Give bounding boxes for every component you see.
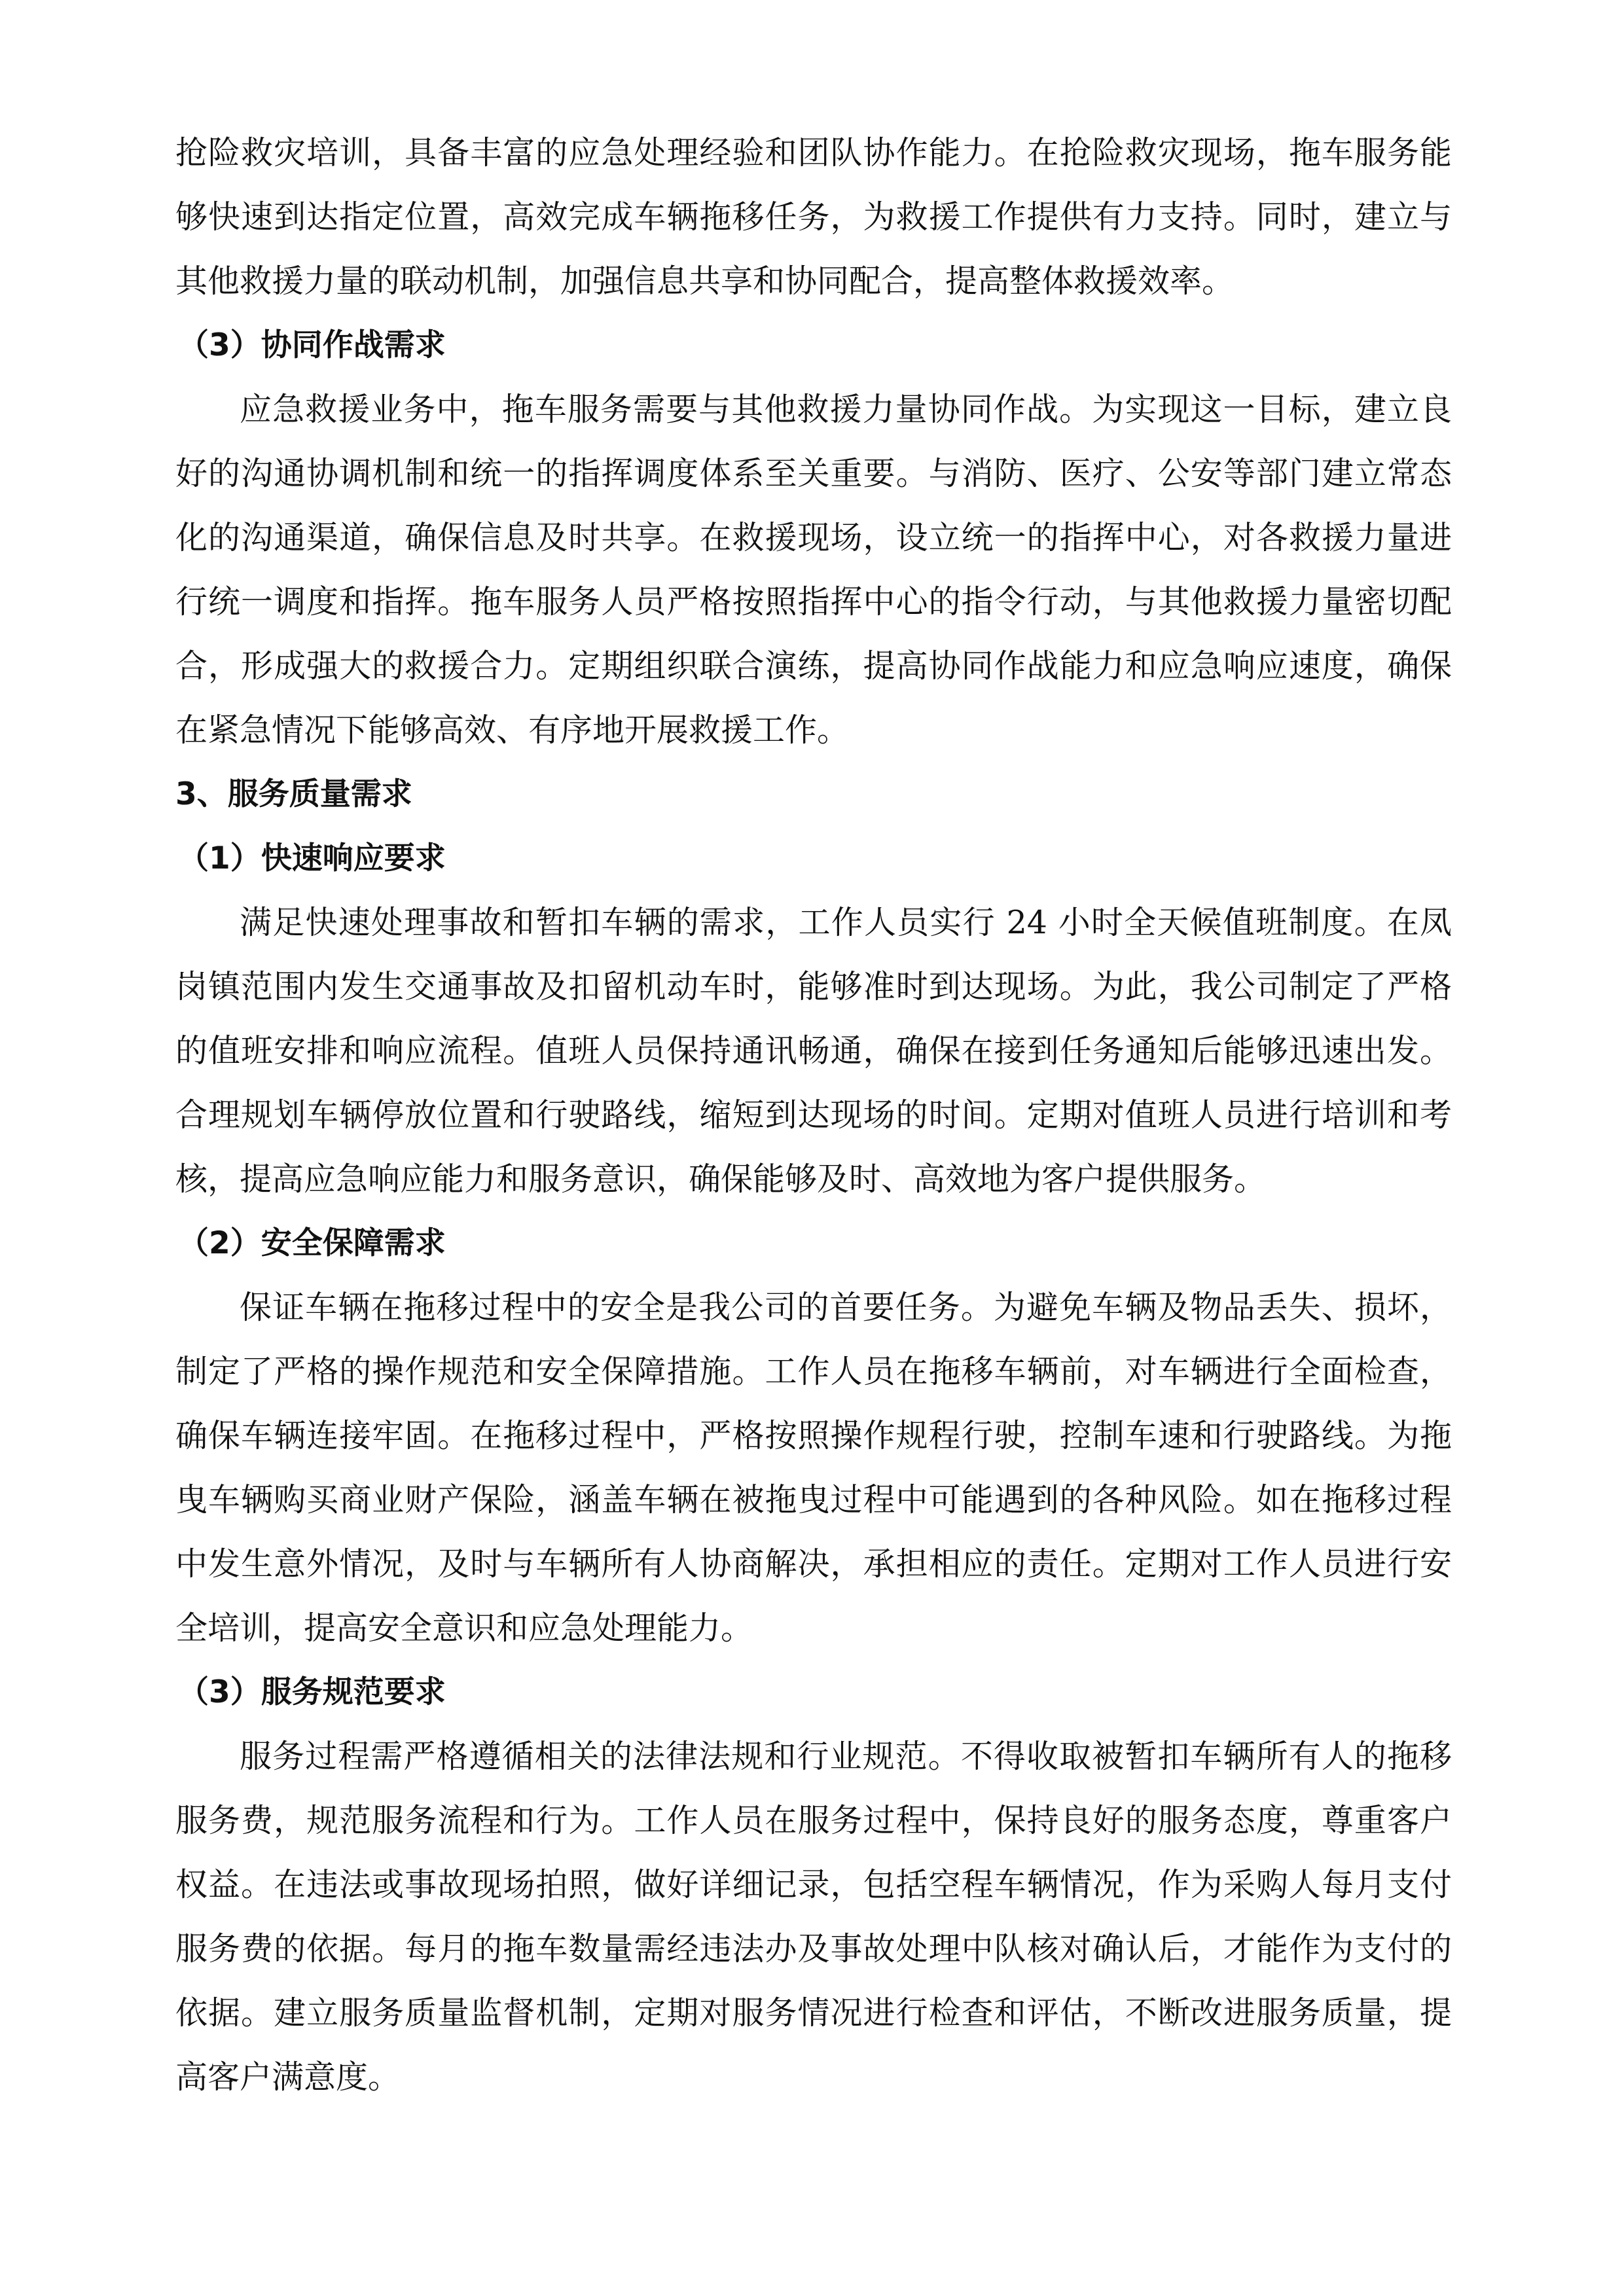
heading-service-quality: 3、服务质量需求 <box>175 776 412 812</box>
heading-rapid-response: （1）快速响应要求 <box>178 840 446 876</box>
paragraph-coordinated-operations: 应急救援业务中，拖车服务需要与其他救援力量协同作战。为实现这一目标，建立良好的沟通协调机制和统一的指挥调度体系至关重要。与消防、医疗、公安等部门建立常态化的沟通渠道，确保信息及时共享。在救援现场，设立统一的指挥中心，对各救援力量进行统一调度和指挥。拖车服务人员严格按照指挥中心的指令行动，与其他救援力量密切配合，形成强大的救援合力。定期组织联合演练，提高协同作战能力和应急响应速度，确保在紧急情况下能够高效、有序地开展救援工作。 <box>175 391 1452 749</box>
paragraph-rescue-training-continued: 抢险救灾培训，具备丰富的应急处理经验和团队协作能力。在抢险救灾现场，拖车服务能够快速到达指定位置，高效完成车辆拖移任务，为救援工作提供有力支持。同时，建立与其他救援力量的联动机制，加强信息共享和协同配合，提高整体救援效率。 <box>175 134 1452 300</box>
paragraph-service-standards: 服务过程需严格遵循相关的法律法规和行业规范。不得收取被暂扣车辆所有人的拖移服务费，规范服务流程和行为。工作人员在服务过程中，保持良好的服务态度，尊重客户权益。在违法或事故现场拍照，做好详细记录，包括空程车辆情况，作为采购人每月支付服务费的依据。每月的拖车数量需经违法办及事故处理中队核对确认后，才能作为支付的依据。建立服务质量监督机制，定期对服务情况进行检查和评估，不断改进服务质量，提高客户满意度。 <box>175 1738 1452 2096</box>
paragraph-rapid-response: 满足快速处理事故和暂扣车辆的需求，工作人员实行 24 小时全天候值班制度。在凤岗镇范围内发生交通事故及扣留机动车时，能够准时到达现场。为此，我公司制定了严格的值班安排和响应流程。值班人员保持通讯畅通，确保在接到任务通知后能够迅速出发。合理规划车辆停放位置和行驶路线，缩短到达现场的时间。定期对值班人员进行培训和考核，提高应急响应能力和服务意识，确保能够及时、高效地为客户提供服务。 <box>175 904 1452 1198</box>
heading-coordinated-operations: （3）协同作战需求 <box>178 327 446 363</box>
document-page <box>175 121 1452 2109</box>
heading-service-standards: （3）服务规范要求 <box>178 1674 446 1710</box>
paragraph-safety-assurance: 保证车辆在拖移过程中的安全是我公司的首要任务。为避免车辆及物品丢失、损坏，制定了严格的操作规范和安全保障措施。工作人员在拖移车辆前，对车辆进行全面检查，确保车辆连接牢固。在拖移过程中，严格按照操作规程行驶，控制车速和行驶路线。为拖曳车辆购买商业财产保险，涵盖车辆在被拖曳过程中可能遇到的各种风险。如在拖移过程中发生意外情况，及时与车辆所有人协商解决，承担相应的责任。定期对工作人员进行安全培训，提高安全意识和应急处理能力。 <box>175 1289 1452 1647</box>
heading-safety-assurance: （2）安全保障需求 <box>178 1225 446 1261</box>
